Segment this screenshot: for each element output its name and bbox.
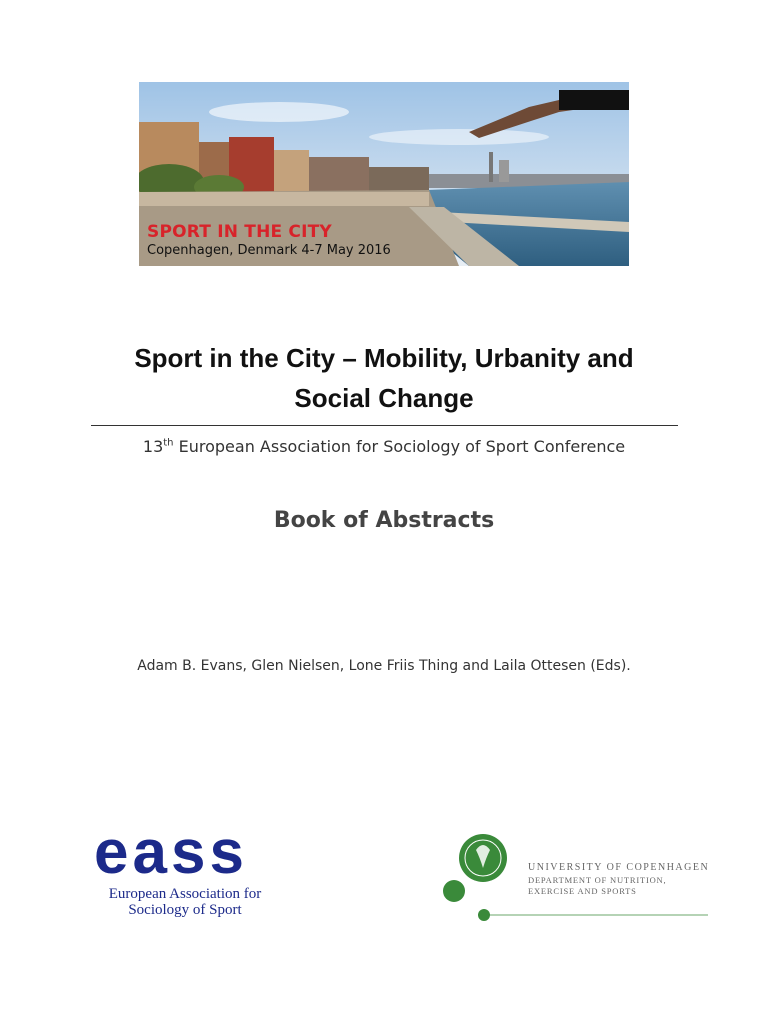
conference-number: 13 — [142, 437, 164, 456]
ku-department-line-1: DEPARTMENT OF NUTRITION, — [528, 875, 667, 885]
ku-university-name: UNIVERSITY OF COPENHAGEN — [528, 862, 710, 873]
document-title-line-2: Social Change — [294, 383, 474, 413]
editors-line: Adam B. Evans, Glen Nielsen, Lone Friis Thing and Laila Ottesen (Eds). — [137, 658, 631, 674]
eass-logo — [88, 818, 284, 922]
conference-name: European Association for Sociology of Sport Conference — [178, 437, 626, 456]
eass-name-line-1: European Association for — [108, 886, 262, 902]
conference-ordinal: th — [163, 437, 174, 449]
banner-title: SPORT IN THE CITY — [147, 222, 332, 242]
eass-acronym: eass — [94, 818, 248, 887]
conference-banner — [139, 82, 629, 266]
ku-department-line-2: EXERCISE AND SPORTS — [528, 886, 637, 896]
document-title — [92, 338, 676, 418]
banner-subtitle: Copenhagen, Denmark 4-7 May 2016 — [147, 243, 391, 258]
university-of-copenhagen-logo — [440, 830, 710, 922]
book-title: Book of Abstracts — [273, 508, 495, 533]
document-title-line-1: Sport in the City – Mobility, Urbanity and — [134, 343, 634, 373]
title-divider — [91, 425, 678, 426]
conference-line — [92, 437, 676, 456]
eass-name-line-2: Sociology of Sport — [128, 902, 242, 918]
